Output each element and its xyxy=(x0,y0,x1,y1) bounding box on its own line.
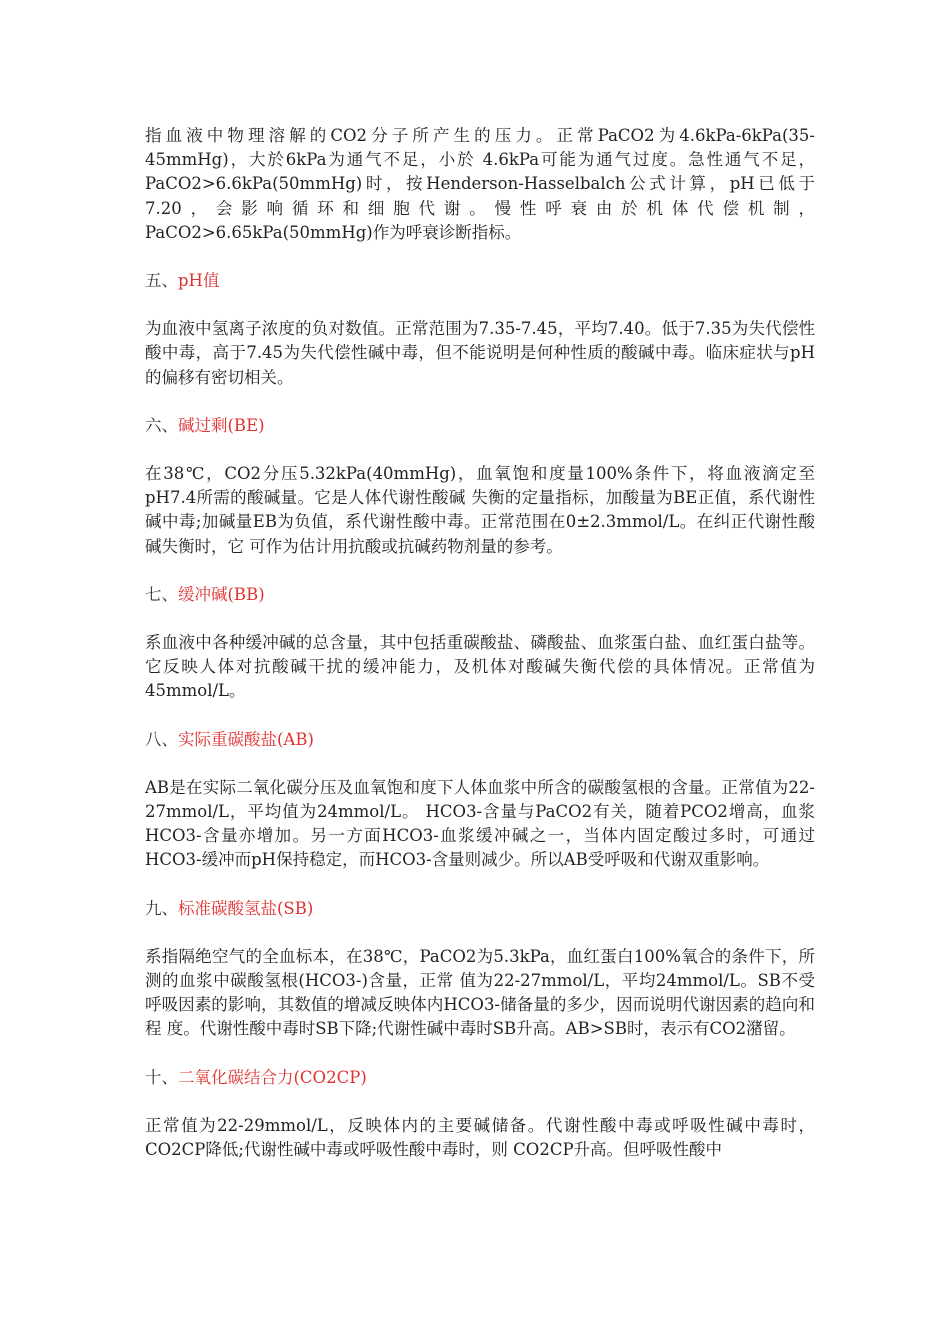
intro-paragraph: 指血液中物理溶解的CO2分子所产生的压力。正常PaCO2为4.6kPa-6kPa(35-45mmHg)，大於6kPa为通气不足，小於 4.6kPa可能为通气过度。急性通气不足，PaCO2>6.6kPa(50mmHg)时，按Henderson-Hasselbalch公式计算，pH已低于7.20，会影响循环和细胞代谢。慢性呼衰由於机体代偿机制，PaCO2>6.65kPa(50mmHg)作为呼衰诊断指标。 xyxy=(145,126,815,242)
section-title: 实际重碳酸盐(AB) xyxy=(178,729,314,749)
section-title: pH值 xyxy=(178,271,220,291)
section-heading-ab xyxy=(145,728,815,752)
section-number: 六、 xyxy=(145,415,178,435)
section-body-ab: AB是在实际二氧化碳分压及血氧饱和度下人体血浆中所含的碳酸氢根的含量。正常值为22-27mmol/L，平均值为24mmol/L。 HCO3-含量与PaCO2有关，随着PCO2增高，血浆HCO3-含量亦增加。另一方面HCO3-血浆缓冲碱之一，当体内固定酸过多时，可通过 HCO3-缓冲而pH保持稳定，而HCO3-含量则减少。所以AB受呼吸和代谢双重影响。 xyxy=(145,777,815,870)
section-number: 九、 xyxy=(145,898,178,918)
section-number: 十、 xyxy=(145,1067,178,1087)
section-number: 八、 xyxy=(145,729,178,749)
section-heading-be xyxy=(145,414,815,438)
section-number: 七、 xyxy=(145,584,178,604)
section-title: 标准碳酸氢盐(SB) xyxy=(178,898,314,918)
section-title: 缓冲碱(BB) xyxy=(178,584,265,604)
section-heading-ph xyxy=(145,269,815,293)
section-body-ph: 为血液中氢离子浓度的负对数值。正常范围为7.35-7.45，平均7.40。低于7.35为失代偿性酸中毒，高于7.45为失代偿性碱中毒，但不能说明是何种性质的酸碱中毒。临床症状与pH的偏移有密切相关。 xyxy=(145,319,815,387)
section-heading-co2cp xyxy=(145,1066,815,1090)
section-body-bb: 系血液中各种缓冲碱的总含量，其中包括重碳酸盐、磷酸盐、血浆蛋白盐、血红蛋白盐等。它反映人体对抗酸碱干扰的缓冲能力，及机体对酸碱失衡代偿的具体情况。正常值为45mmol/L。 xyxy=(145,633,815,701)
document-page xyxy=(145,124,815,1162)
section-heading-bb xyxy=(145,583,815,607)
section-title: 碱过剩(BE) xyxy=(178,415,265,435)
section-body-be: 在38℃，CO2分压5.32kPa(40mmHg)，血氧饱和度量100%条件下，将血液滴定至pH7.4所需的酸碱量。它是人体代谢性酸碱 失衡的定量指标，加酸量为BE正值，系代谢性碱中毒;加碱量EB为负值，系代谢性酸中毒。正常范围在0±2.3mmol/L。在纠正代谢性酸碱失衡时，它 可作为估计用抗酸或抗碱药物剂量的参考。 xyxy=(145,464,815,556)
section-body-co2cp: 正常值为22-29mmol/L，反映体内的主要碱储备。代谢性酸中毒或呼吸性碱中毒时，CO2CP降低;代谢性碱中毒或呼吸性酸中毒时，则 CO2CP升高。但呼吸性酸中 xyxy=(145,1115,815,1160)
section-title: 二氧化碳结合力(CO2CP) xyxy=(178,1067,367,1087)
section-number: 五、 xyxy=(145,271,178,291)
section-body-sb: 系指隔绝空气的全血标本，在38℃，PaCO2为5.3kPa，血红蛋白100%氧合的条件下，所测的血浆中碳酸氢根(HCO3-)含量，正常 值为22-27mmol/L，平均24mmol/L。SB不受呼吸因素的影响，其数值的增减反映体内HCO3-储备量的多少，因而说明代谢因素的趋向和程 度。代谢性酸中毒时SB下降;代谢性碱中毒时SB升高。AB>SB时，表示有CO2潴留。 xyxy=(145,946,815,1039)
section-heading-sb xyxy=(145,897,815,921)
